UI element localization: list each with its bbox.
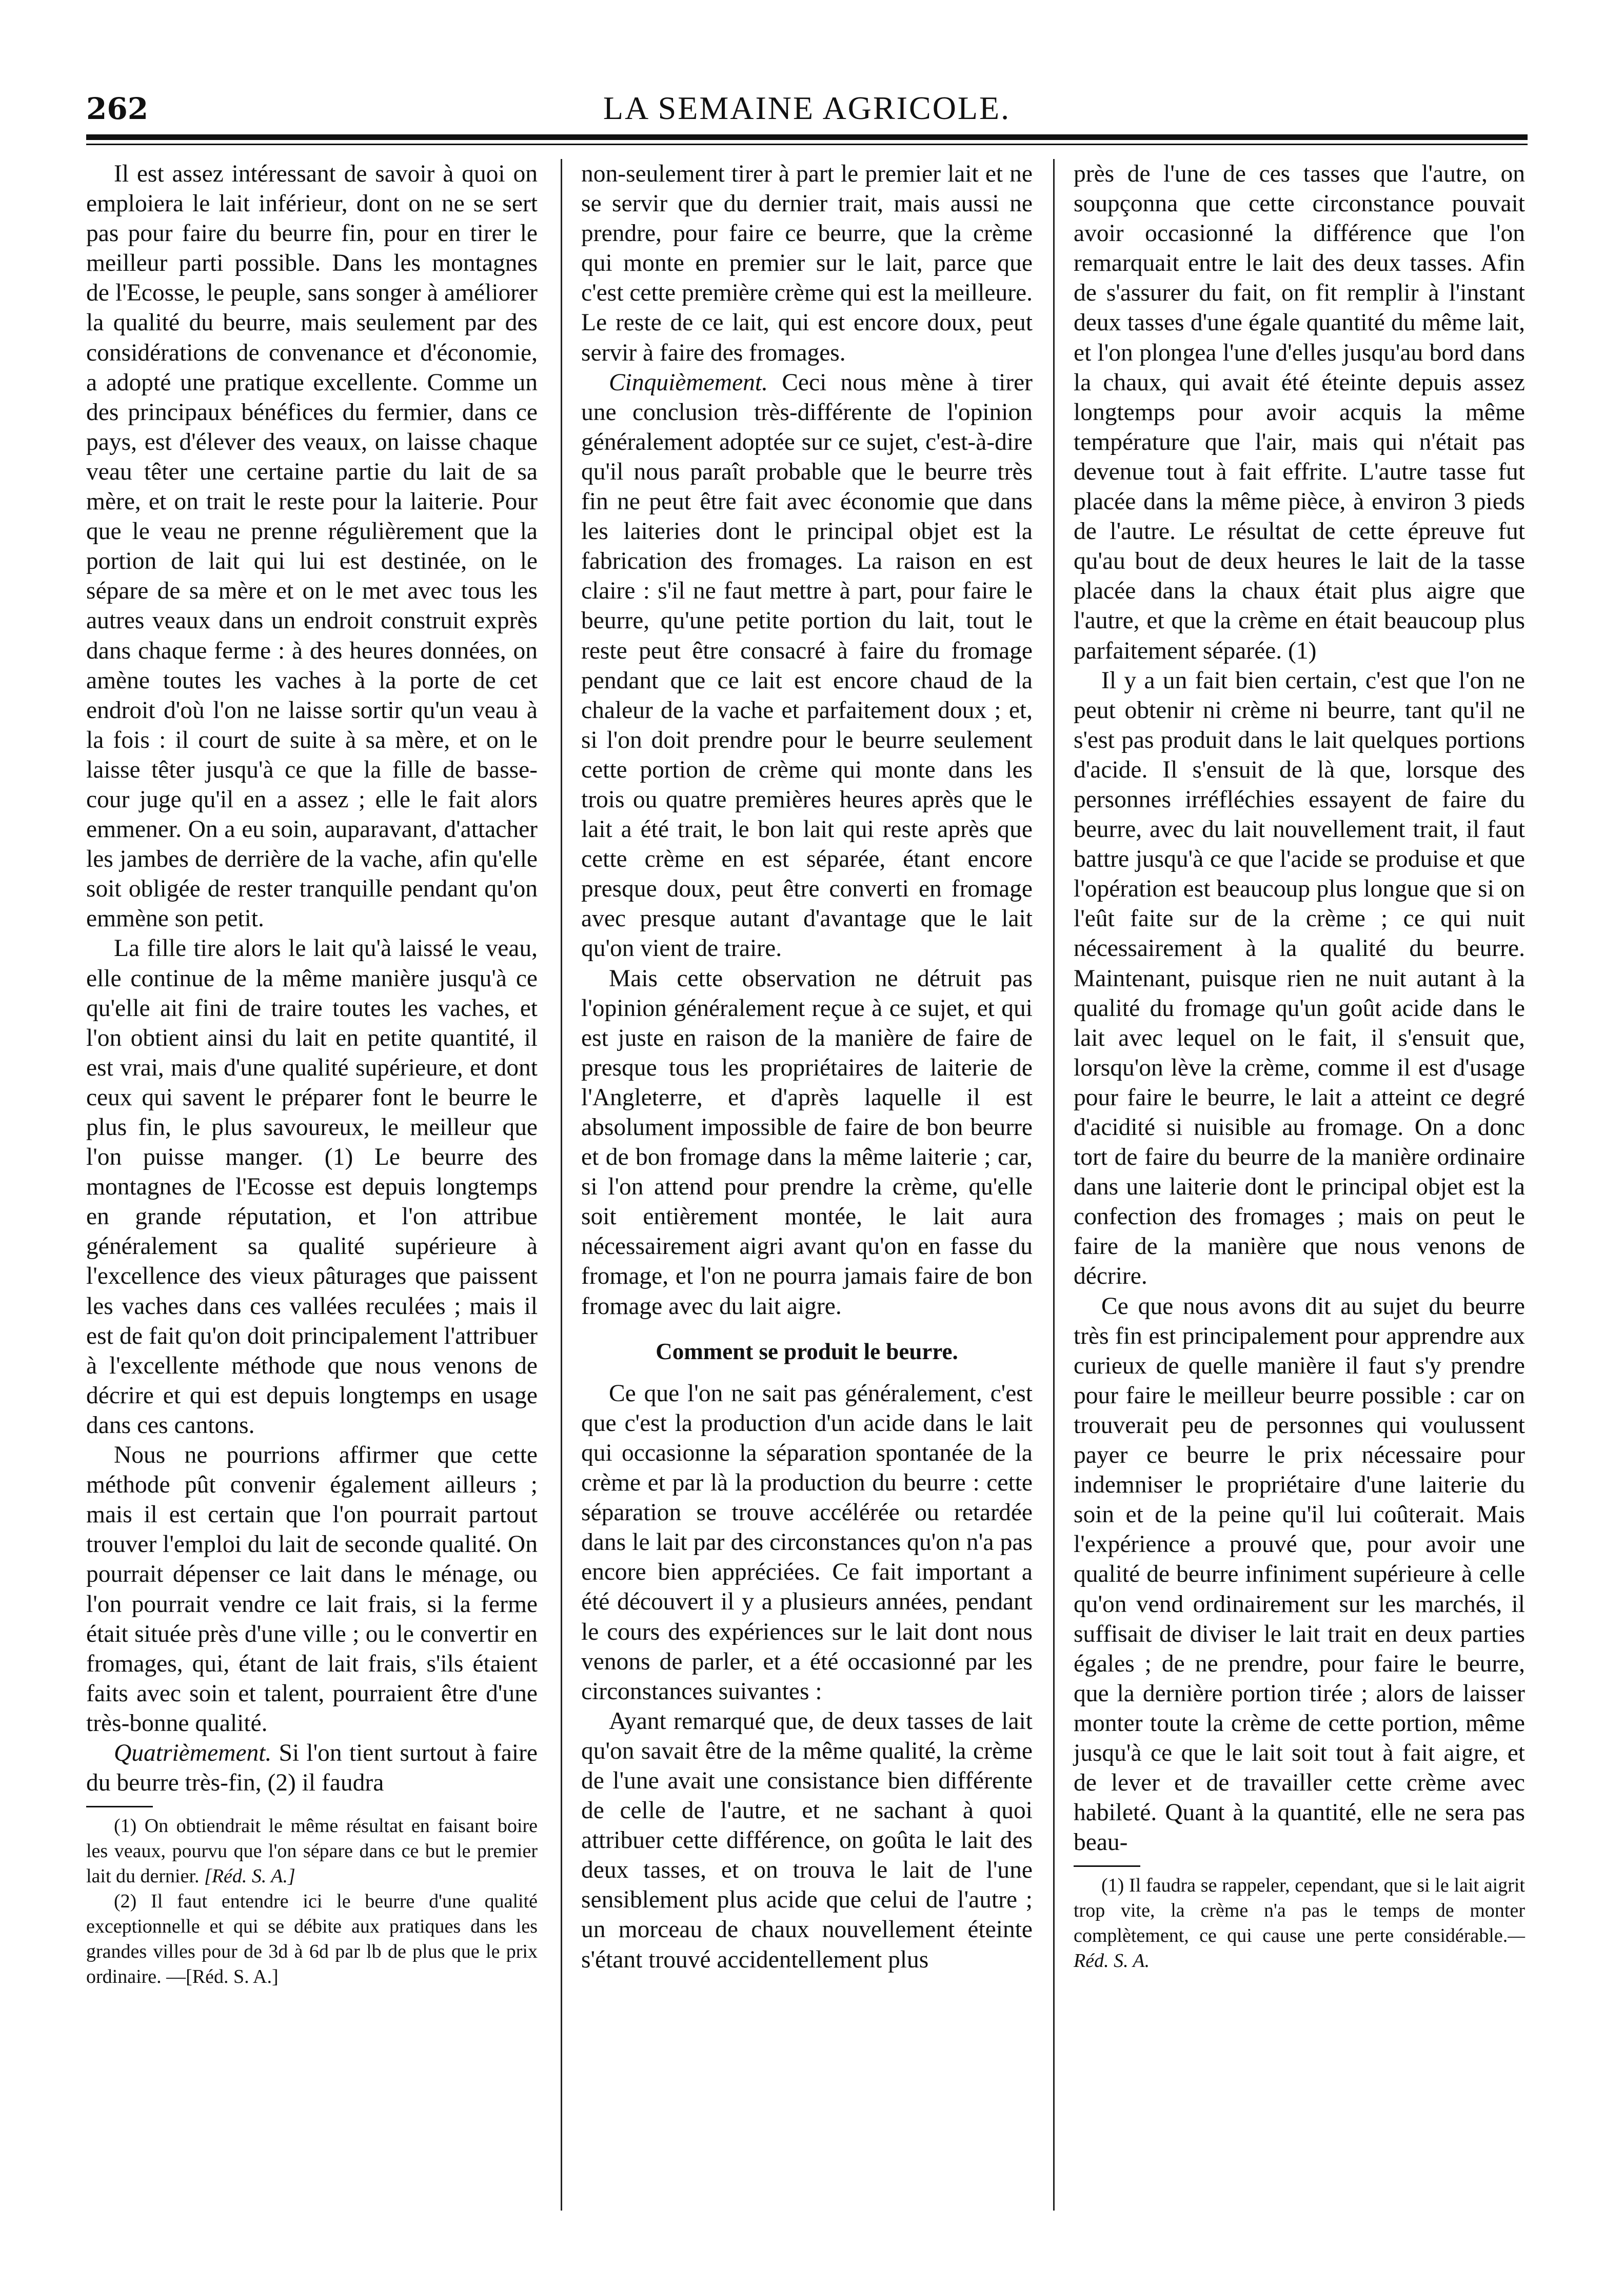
footnote-1 [1074, 1873, 1525, 1974]
footnote-signature: —Réd. S. A. [1074, 1925, 1525, 1972]
paragraph: Il y a un fait bien certain, c'est que l'on ne peut obtenir ni crème ni beurre, tant qu'il ne s'est pas produit dans le lait quelques portions d'acide. Il s'ensuit de là que, lorsque des personnes irréfléchies essayent de faire du beurre, avec du lait nouvellement trait, il faut battre jusqu'à ce que l'acide se produise et que l'opération est beaucoup plus longue que si on l'eût faite sur de la crème ; ce qui nuit nécessairement à la qualité du beurre. Maintenant, puisque rien ne nuit autant à la qualité du fromage qu'un goût acide dans le lait avec lequel on le fait, il s'ensuit que, lorsqu'on lève la crème, comme il est d'usage pour faire le beurre, le lait a atteint ce degré d'acidité si nuisible au fromage. On a donc tort de faire du beurre de la manière ordinaire dans une laiterie dont le principal objet est la confection des fromages ; mais on peut le faire de la manière que nous venons de décrire. [1074, 667, 1525, 1290]
section-heading: Comment se produit le beurre. [656, 1338, 958, 1364]
paragraph-text: Ceci nous mène à tirer une conclusion très-différente de l'opinion généralement adoptée sur ce sujet, c'est-à-dire qu'il nous paraît probable que le beurre très fin ne peut être fait avec économie que dans les laiteries dont le principal objet est la fabrication des fromages. La raison en est claire : s'il ne faut mettre à part, pour faire le beurre, qu'une petite portion du lait, tout le reste peut être consacré à faire du fromage pendant que ce lait est encore chaud de la chaleur de la vache et parfaitement doux ; et, si l'on doit prendre pour le beurre seulement cette portion de crème qui monte dans les trois ou quatre premières heures après que le lait a été trait, le bon lait qui reste après que cette crème en est séparée, étant encore presque doux, peut être converti en fromage avec presque autant d'avantage que le lait qu'on vient de traire. [581, 369, 1033, 962]
paragraph: Mais cette observation ne détruit pas l'opinion généralement reçue à ce sujet, et qui est juste en raison de la manière de faire de presque tous les propriétaires de laiterie de l'Angleterre, et d'après laquelle il est absolument impossible de faire de bon beurre et de bon fromage dans la même laiterie ; car, si l'on attend pour prendre la crème, qu'elle soit entièrement montée, le lait aura nécessairement aigri avant qu'on en fasse du fromage, et l'on ne pourra jamais faire de bon fromage avec du lait aigre. [581, 965, 1033, 1320]
column-divider-1 [561, 159, 562, 2211]
paragraph: Ce que l'on ne sait pas généralement, c'est que c'est la production d'un acide dans le lait qui occasionne la séparation spontanée de la crème et par là la production du beurre : cette séparation se trouve accélérée ou retardée dans le lait par des circonstances qu'on n'a pas encore bien appréciées. Ce fait important a été découvert il y a plusieurs années, pendant le cours des expériences sur le lait dont nous venons de parler, et a été occasionné par les circonstances suivantes : [581, 1380, 1033, 1705]
footnote-2: (2) Il faut entendre ici le beurre d'une qualité exceptionnelle et qui se débite aux pratiques dans les grandes villes pour de 3d à 6d par lb de plus que le prix ordinaire. —[Réd. S. A.] [86, 1891, 538, 1988]
paragraph: Ce que nous avons dit au sujet du beurre très fin est principalement pour apprendre aux curieux de quelle manière il faut s'y prendre pour faire le meilleur beurre possible : car on trouverait peu de personnes qui voulussent payer ce beurre le prix nécessaire pour indemniser le propriétaire d'une laiterie du soin et de la peine qu'il lui coûterait. Mais l'expérience a prouvé que, pour avoir une qualité de beurre infiniment supérieure à celle qu'on vend ordinairement sur les marchés, il suffisait de diviser le lait trait en deux parties égales ; de ne prendre, pour faire le beurre, que la dernière portion tirée ; alors de laisser monter toute la crème de cette portion, même jusqu'à ce que le lait soit tout à fait aigre, et de lever et de travailler cette crème avec habileté. Quant à la quantité, elle ne sera pas beau- [1074, 1292, 1525, 1856]
footnote-signature: [Réd. S. A.] [204, 1865, 295, 1887]
paragraph-lead: Quatrièmement. [114, 1739, 272, 1766]
paragraph-text: Si l'on tient surtout à faire du beurre très-fin, (2) il faudra [86, 1739, 538, 1797]
paragraph [581, 368, 1033, 964]
header-rule-thin [86, 144, 1528, 145]
paragraph: La fille tire alors le lait qu'à laissé le veau, elle continue de la même manière jusqu'à ce qu'elle ait fini de traire toutes les vaches, et l'on obtient ainsi du lait en petite quantité, il est vrai, mais d'une qualité supérieure, et dont ceux qui savent le préparer font le beurre le plus fin, le plus savoureux, le meilleur que l'on puisse manger. (1) Le beurre des montagnes de l'Ecosse est depuis longtemps en grande réputation, et l'on attribue généralement sa qualité supérieure à l'excellence des vieux pâturages que paissent les vaches dans ces vallées reculées ; mais il est de fait qu'on doit principalement l'attribuer à l'excellente méthode que nous venons de décrire et qui est depuis longtemps en usage dans ces cantons. [86, 935, 538, 1439]
paragraph: Ayant remarqué que, de deux tasses de lait qu'on savait être de la même qualité, la crème de l'une avait une consistance bien différente de celle de l'autre, et ne sachant à quoi attribuer cette différence, on goûta le lait des deux tasses, et on trouva le lait de l'une sensiblement plus acide que celui de l'autre ; un morceau de chaux nouvellement éteinte s'étant trouvé accidentellement plus [581, 1707, 1033, 1973]
footnote-rule [86, 1806, 153, 1807]
footnote-1 [86, 1814, 538, 1889]
paragraph: près de l'une de ces tasses que l'autre, on soupçonna que cette circonstance pouvait avoir occasionné la différence que l'on remarquait entre le lait des deux tasses. Afin de s'assurer du fait, on fit remplir à l'instant deux tasses d'une égale quantité du même lait, et l'on plongea l'une d'elles jusqu'au bord dans la chaux, qui avait été éteinte depuis assez longtemps pour avoir acquis la même température que l'air, mais qui n'était pas devenue tout à fait effrite. L'autre tasse fut placée dans la même pièce, à environ 3 pieds de l'autre. Le résultat de cette épreuve fut qu'au bout de deux heures le lait de la tasse placée dans la chaux était plus aigre que l'autre, et que la crème en était beaucoup plus parfaitement séparée. (1) [1074, 161, 1525, 664]
newspaper-page [86, 77, 1528, 2252]
column-divider-2 [1053, 159, 1055, 2211]
paragraph: Il est assez intéressant de savoir à quoi on emploiera le lait inférieur, dont on ne se sert pas pour faire du beurre fin, pour en tirer le meilleur parti possible. Dans les montagnes de l'Ecosse, le peuple, sans songer à améliorer la qualité du beurre, mais seulement par des considérations de convenance et d'économie, a adopté une pratique excellente. Comme un des principaux bénéfices du fermier, dans ce pays, est d'élever des veaux, on laisse chaque veau têter une certaine partie du lait de sa mère, et on trait le reste pour la laiterie. Pour que le veau ne prenne régulièrement que la portion de lait qui lui est destinée, on le sépare de sa mère et on le met avec tous les autres veaux dans un endroit construit exprès dans chaque ferme : à des heures données, on amène toutes les vaches à la porte de cet endroit d'où l'on ne laisse sortir qu'un veau à la fois : il court de suite à sa mère, et on le laisse têter jusqu'à ce que la fille de basse-cour juge qu'il en a assez ; elle le fait alors emmener. On a eu soin, auparavant, d'attacher les jambes de derrière de la vache, afin qu'elle soit obligée de rester tranquille pendant qu'on emmène son petit. [86, 161, 538, 932]
paragraph: Nous ne pourrions affirmer que cette méthode pût convenir également ailleurs ; mais il est certain que l'on pourrait partout trouver l'emploi du lait de seconde qualité. On pourrait dépenser ce lait dans le ménage, ou l'on pourrait vendre ce lait frais, si la ferme était située près d'une ville ; ou le convertir en fromages, qui, étant de lait frais, s'ils étaient faits avec soin et talent, pourraient être d'une très-bonne qualité. [86, 1442, 538, 1737]
footnote-text: (1) On obtiendrait le même résultat en faisant boire les veaux, pourvu que l'on sépare dans ce but le premier lait du dernier. [86, 1815, 538, 1887]
paragraph-lead: Cinquièmement. [609, 369, 768, 396]
footnote-text: (1) Il faudra se rappeler, cependant, que si le lait aigrit trop vite, la crème n'a pas le temps de monter complètement, ce qui cause une perte considérable. [1074, 1875, 1525, 1947]
column-3 [1074, 159, 1525, 1974]
column-2 [581, 159, 1033, 1975]
footnote-rule [1074, 1865, 1140, 1867]
paragraph: non-seulement tirer à part le premier lait et ne se servir que du dernier trait, mais aussi ne prendre, pour faire ce beurre, que la crème qui monte en premier sur le lait, parce que c'est cette première crème qui est la meilleure. Le reste de ce lait, qui est encore doux, peut servir à faire des fromages. [581, 161, 1033, 366]
column-1 [86, 159, 538, 1989]
paragraph [86, 1738, 538, 1798]
page-header [86, 86, 1528, 132]
page-number: 262 [86, 91, 149, 126]
journal-title: LA SEMAINE AGRICOLE. [603, 90, 1011, 126]
header-rule-thick [86, 134, 1528, 140]
